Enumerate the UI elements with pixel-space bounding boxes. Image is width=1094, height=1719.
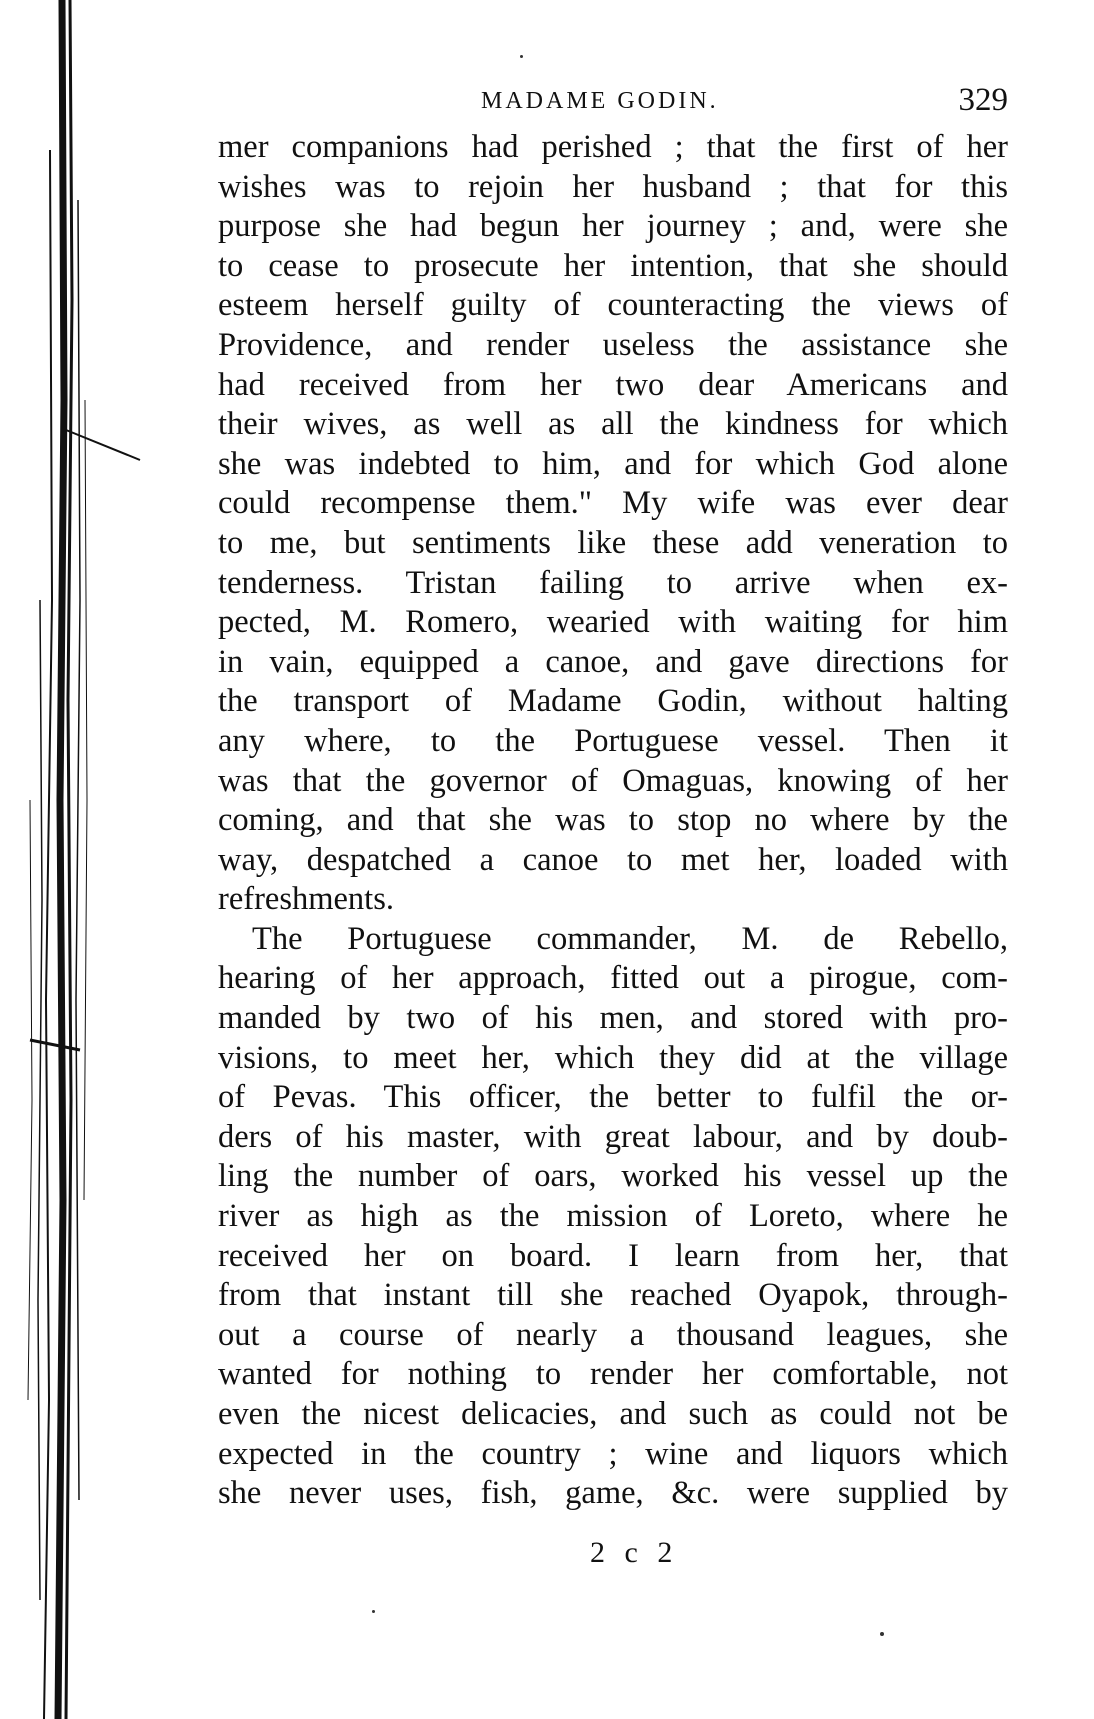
text-line: expected in the country ; wine and liquors which [218,1435,1008,1472]
text-line: river as high as the mission of Loreto, where he [218,1198,1008,1235]
print-speck [880,1632,884,1636]
text-line: way, despatched a canoe to met her, loaded with [218,841,1008,878]
print-speck [372,1610,375,1613]
text-line: hearing of her approach, fitted out a pirogue, com- [218,960,1008,997]
text-line: she never uses, fish, game, &c. were supplied by [218,1475,1008,1512]
print-speck [520,55,523,58]
page-number: 329 [958,82,1008,118]
text-line: the transport of Madame Godin, without halting [218,683,1008,720]
text-line: purpose she had begun her journey ; and, were she [218,208,1008,245]
text-line: of Pevas. This officer, the better to fulfil the or- [218,1079,1008,1116]
text-line: visions, to meet her, which they did at the village [218,1039,1008,1076]
body-text [218,128,1008,1514]
text-line: The Portuguese commander, M. de Rebello, [252,920,1008,957]
book-binding-shadow [0,0,180,1719]
text-line: out a course of nearly a thousand leagues, she [218,1316,1008,1353]
text-line: could recompense them." My wife was ever dear [218,485,1008,522]
text-line: wanted for nothing to render her comfortable, not [218,1356,1008,1393]
text-line: to cease to prosecute her intention, that she should [218,247,1008,284]
text-line: even the nicest delicacies, and such as could not be [218,1396,1008,1432]
text-line: coming, and that she was to stop no where by the [218,802,1008,839]
text-line: any where, to the Portuguese vessel. Then it [218,722,1008,759]
text-line: ders of his master, with great labour, and by doub- [218,1118,1008,1155]
text-line: received her on board. I learn from her, that [218,1237,1008,1274]
signature-mark: 2 c 2 [590,1536,679,1569]
text-line: had received from her two dear Americans and [218,366,1008,403]
text-line: wishes was to rejoin her husband ; that for this [218,168,1008,205]
text-line: in vain, equipped a canoe, and gave directions for [218,643,1008,680]
text-line: Providence, and render useless the assistance she [218,326,1008,363]
text-line: tenderness. Tristan failing to arrive when ex- [218,564,1008,601]
running-head-title: MADAME GODIN. [481,88,719,114]
text-line: manded by two of his men, and stored with pro- [218,1000,1008,1037]
text-line: she was indebted to him, and for which God alone [218,445,1008,482]
text-line: refreshments. [218,881,394,918]
text-line: was that the governor of Omaguas, knowing of her [218,762,1008,799]
text-line: their wives, as well as all the kindness for which [218,406,1008,443]
text-line: pected, M. Romero, wearied with waiting for him [218,604,1008,641]
running-head [218,82,1008,122]
text-line: to me, but sentiments like these add veneration to [218,524,1008,561]
text-line: ling the number of oars, worked his vessel up the [218,1158,1008,1195]
text-line: mer companions had perished ; that the first of her [218,129,1008,165]
text-line: esteem herself guilty of counteracting the views of [218,287,1008,324]
text-line: from that instant till she reached Oyapok, through- [218,1277,1008,1314]
